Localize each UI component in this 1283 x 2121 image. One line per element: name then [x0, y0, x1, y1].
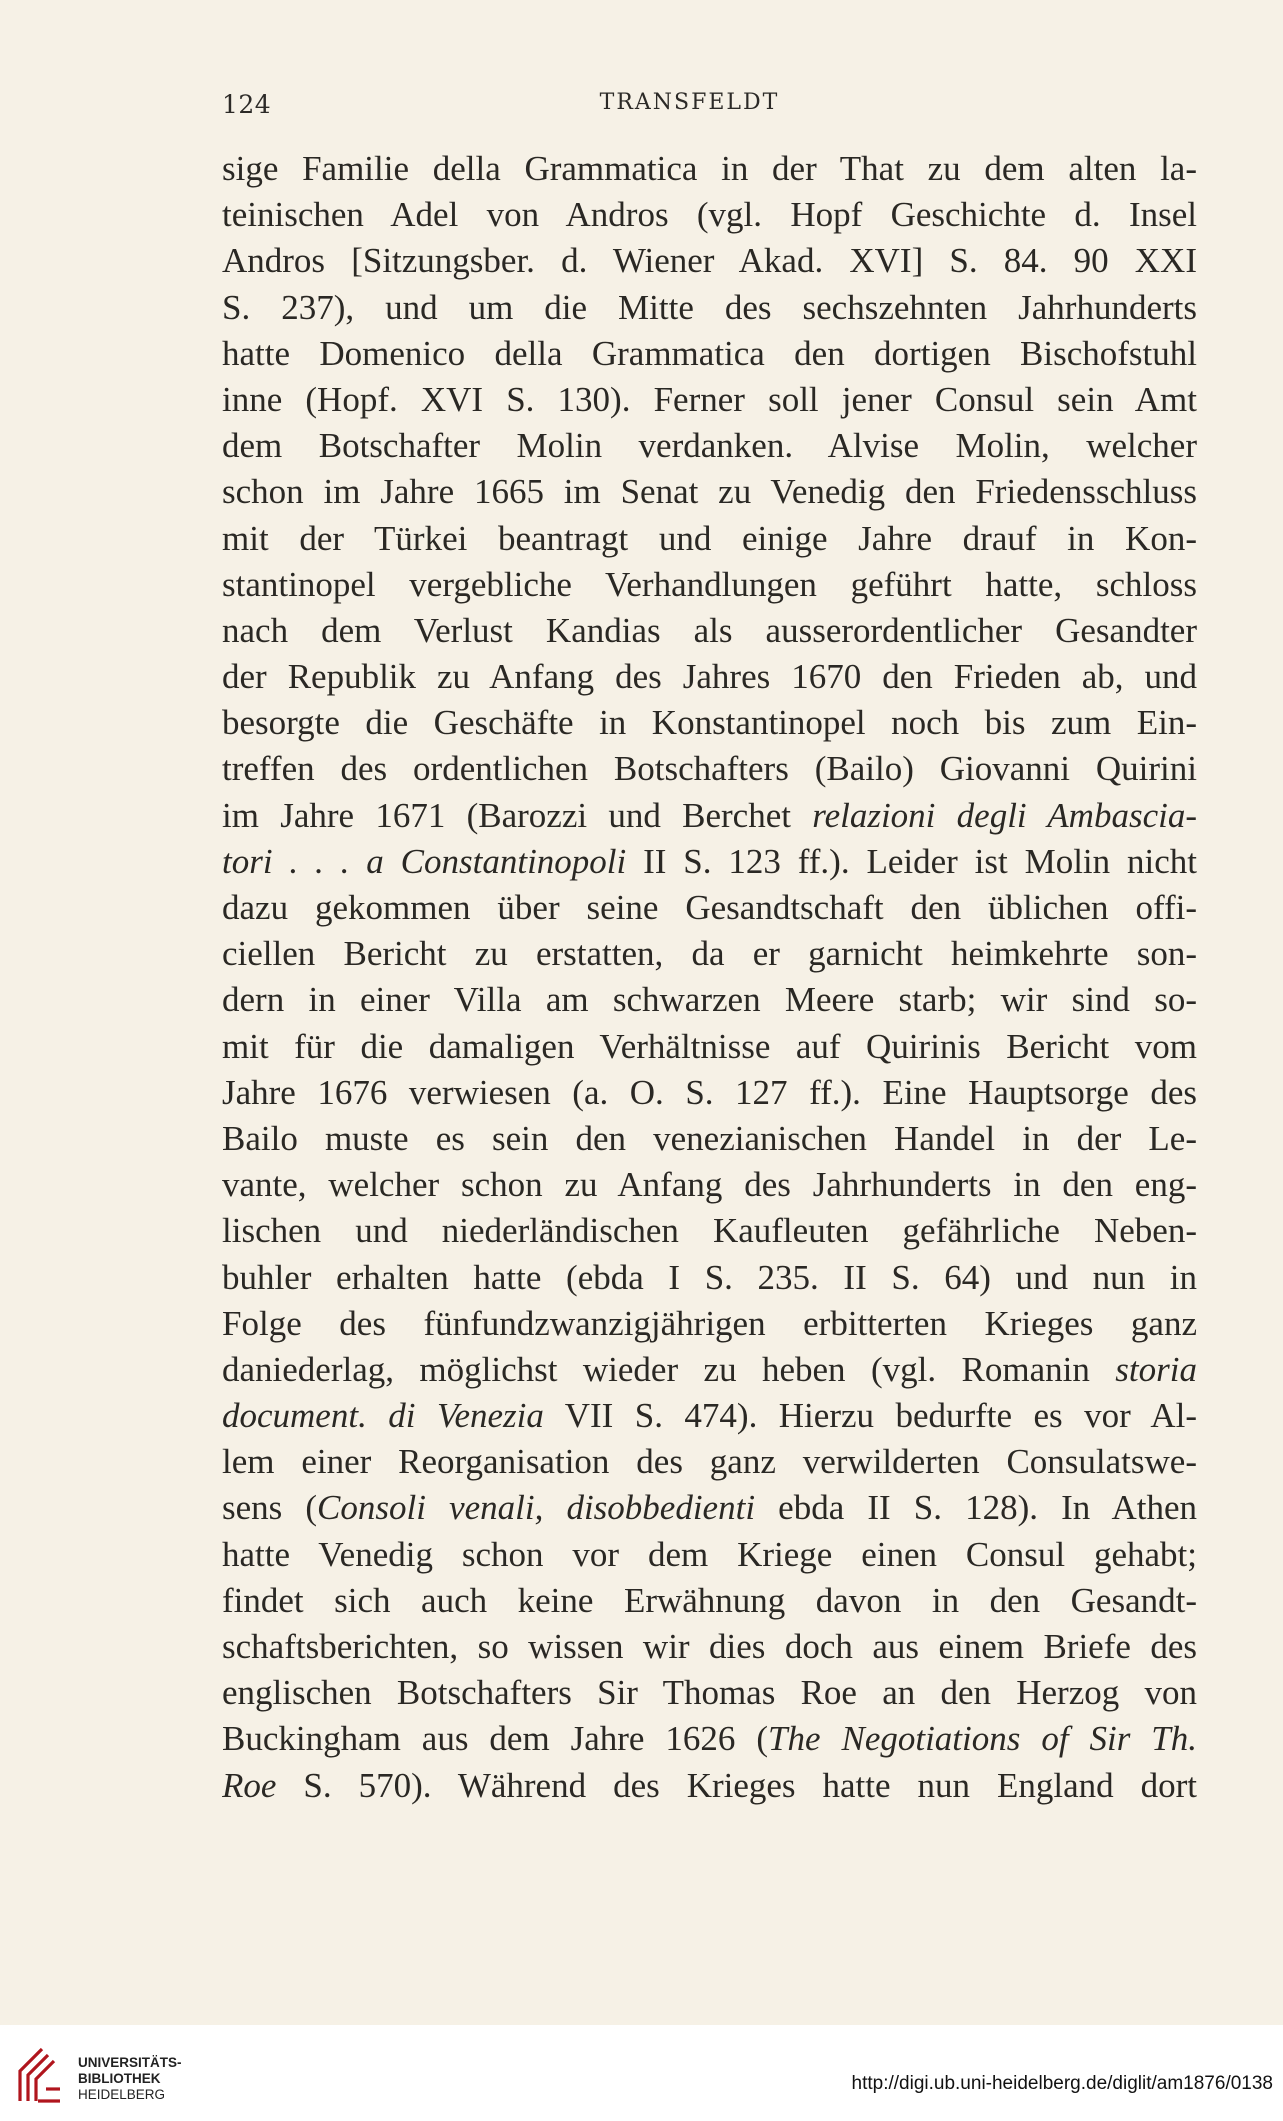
text-line: Andros [Sitzungsber. d. Wiener Akad. XVI] S. 84. 90 XXI — [222, 241, 1197, 281]
text-line — [222, 1716, 1197, 1762]
text-line: schon im Jahre 1665 im Senat zu Venedig den Friedensschluss — [222, 472, 1197, 512]
page-header — [222, 90, 1197, 130]
text-line: mit für die damaligen Verhältnisse auf Quirinis Bericht vom — [222, 1026, 1197, 1066]
body-text — [222, 146, 1197, 1809]
text-line: findet sich auch keine Erwähnung davon in den Gesandt- — [222, 1580, 1197, 1620]
institution-line-1: UNIVERSITÄTS- — [78, 2055, 182, 2070]
line-segment: VII S. 474). Hierzu bedurfte es vor Al- — [543, 1396, 1197, 1436]
text-line: schaftsberichten, so wissen wir dies doch aus einem Briefe des — [222, 1627, 1197, 1666]
running-title: TRANSFELDT — [599, 90, 780, 115]
text-line: lem einer Reorganisation des ganz verwilderten Consulatswe- — [222, 1442, 1197, 1482]
text-line: Folge des fünfundzwanzigjährigen erbitterten Krieges ganz — [222, 1303, 1197, 1343]
text-line: englischen Botschafters Sir Thomas Roe an den Herzog von — [222, 1673, 1197, 1713]
italic-citation: tori . . . a Constantinopoli — [222, 841, 627, 881]
institution-line-2: BIBLIOTHEK — [78, 2071, 161, 2086]
text-line: dem Botschafter Molin verdanken. Alvise Molin, welcher — [222, 426, 1197, 466]
line-segment: II S. 123 ff.). Leider ist Molin nicht — [626, 841, 1197, 881]
text-line: S. 237), und um die Mitte des sechszehnten Jahrhunderts — [222, 287, 1197, 327]
text-line — [222, 839, 1197, 885]
text-line — [222, 1485, 1197, 1531]
text-line: teinischen Adel von Andros (vgl. Hopf Geschichte d. Insel — [222, 195, 1197, 235]
text-line: nach dem Verlust Kandias als ausserordentlicher Gesandter — [222, 610, 1197, 650]
line-segment: Buckingham aus dem Jahre 1626 ( — [222, 1719, 769, 1759]
line-segment: sens ( — [222, 1488, 318, 1528]
text-line: treffen des ordentlichen Botschafters (Bailo) Giovanni Quirini — [222, 749, 1197, 789]
italic-citation: storia — [1115, 1349, 1197, 1389]
text-line — [222, 793, 1197, 839]
text-line: besorgte die Geschäfte in Konstantinopel noch bis zum Ein- — [222, 703, 1197, 743]
text-line: vante, welcher schon zu Anfang des Jahrhunderts in den eng- — [222, 1165, 1197, 1205]
text-line: Bailo muste es sein den venezianischen Handel in der Le- — [222, 1118, 1197, 1158]
italic-citation: relazioni degli Ambascia- — [812, 795, 1197, 835]
institution-name — [78, 2055, 182, 2103]
line-segment: daniederlag, möglichst wieder zu heben (vgl. Romanin — [222, 1349, 1116, 1389]
text-line: lischen und niederländischen Kaufleuten gefährliche Neben- — [222, 1211, 1197, 1251]
text-line: ciellen Bericht zu erstatten, da er garnicht heimkehrte son- — [222, 934, 1197, 974]
text-line: stantinopel vergebliche Verhandlungen geführt hatte, schloss — [222, 564, 1197, 604]
text-line: mit der Türkei beantragt und einige Jahre drauf in Kon- — [222, 518, 1197, 558]
permalink-url[interactable]: http://digi.ub.uni-heidelberg.de/diglit/am1876/0138 — [851, 2073, 1273, 2094]
page-number: 124 — [222, 90, 272, 119]
text-line: hatte Domenico della Grammatica den dortigen Bischofstuhl — [222, 333, 1197, 373]
text-line — [222, 1393, 1197, 1439]
viewer-footer — [0, 2025, 1283, 2121]
italic-citation: Roe — [222, 1765, 277, 1805]
text-line: inne (Hopf. XVI S. 130). Ferner soll jener Consul sein Amt — [222, 379, 1197, 419]
line-segment: im Jahre 1671 (Barozzi und Berchet — [222, 795, 813, 835]
institution-line-3: HEIDELBERG — [78, 2087, 166, 2102]
text-line — [222, 1347, 1197, 1393]
line-segment: S. 570). Während des Krieges hatte nun England dort — [276, 1765, 1197, 1805]
text-line: sige Familie della Grammatica in der That zu dem alten la- — [222, 149, 1197, 188]
line-segment: ebda II S. 128). In Athen — [755, 1488, 1197, 1528]
ub-heidelberg-logo-icon[interactable] — [12, 2045, 68, 2105]
text-line: hatte Venedig schon vor dem Kriege einen Consul gehabt; — [222, 1534, 1197, 1574]
text-line: Jahre 1676 verwiesen (a. O. S. 127 ff.). Eine Hauptsorge des — [222, 1072, 1197, 1112]
text-line: der Republik zu Anfang des Jahres 1670 den Frieden ab, und — [222, 657, 1197, 697]
italic-citation: document. di Venezia — [222, 1396, 544, 1436]
text-line: dern in einer Villa am schwarzen Meere starb; wir sind so- — [222, 980, 1197, 1020]
italic-citation: Consoli venali, disobbedienti — [317, 1488, 756, 1528]
italic-citation: The Negotiations of Sir Th. — [768, 1719, 1197, 1759]
text-line: dazu gekommen über seine Gesandtschaft den üblichen offi- — [222, 888, 1197, 927]
text-line — [222, 1763, 1197, 1809]
text-line: buhler erhalten hatte (ebda I S. 235. II S. 64) und nun in — [222, 1257, 1197, 1297]
